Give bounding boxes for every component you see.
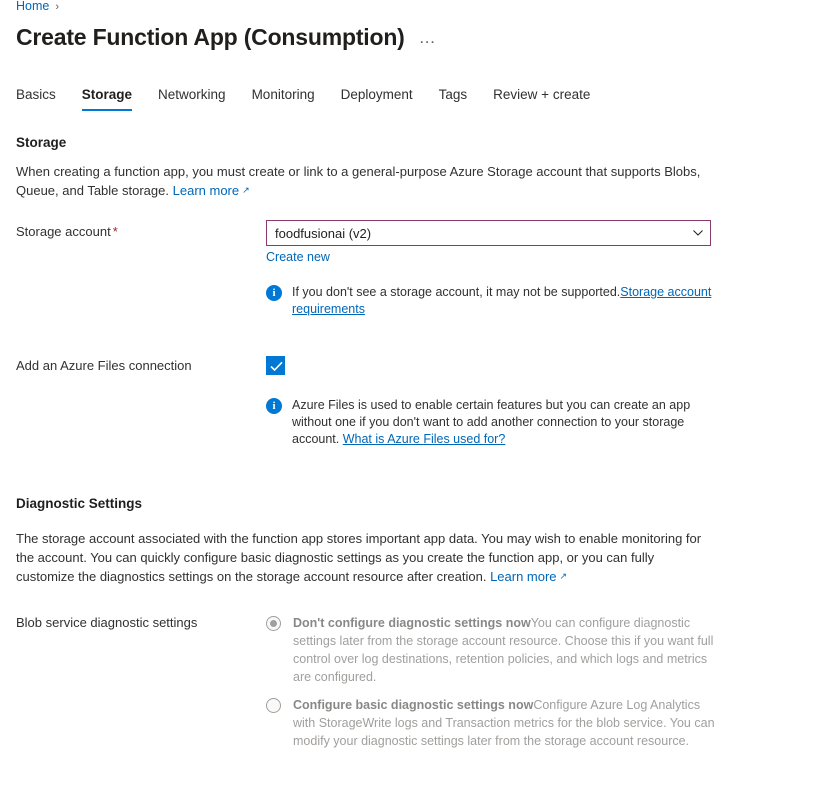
radio-option-dont-configure-desc: You can configure diagnostic settings later from the storage account resource. Choose this if you want full control over log destinations, retention policies, and which logs and metrics are configured. xyxy=(293,616,714,684)
required-marker: * xyxy=(112,224,118,239)
page-header xyxy=(16,24,804,51)
chevron-down-icon xyxy=(692,227,704,239)
azure-files-row xyxy=(16,354,804,448)
azure-files-field-wrap xyxy=(266,354,804,448)
radio-option-configure-basic-desc: Configure Azure Log Analytics with StorageWrite logs and Transaction metrics for the blob service. You can modify your diagnostic settings later from the storage account resource. xyxy=(293,698,715,748)
diagnostics-description-text: The storage account associated with the function app stores important app data. You may wish to enable monitoring for the account. You can quickly configure basic diagnostic settings as you create the function app, or you can fully customize the diagnostics settings on the storage account resource after creation. xyxy=(16,531,702,584)
external-link-icon: ↗ xyxy=(559,571,568,581)
tab-storage[interactable]: Storage xyxy=(82,87,132,111)
storage-account-info-message: If you don't see a storage account, it may not be supported. xyxy=(292,285,621,299)
radio-button-dont-configure[interactable] xyxy=(266,616,281,631)
storage-account-select[interactable] xyxy=(266,220,711,246)
diagnostics-learn-more-label: Learn more xyxy=(490,569,557,584)
page-title: Create Function App (Consumption) xyxy=(16,24,405,50)
info-icon: i xyxy=(266,398,282,414)
storage-learn-more-link[interactable] xyxy=(173,183,250,198)
storage-account-info-text xyxy=(292,284,721,318)
diagnostics-description xyxy=(16,529,716,588)
storage-learn-more-label: Learn more xyxy=(172,183,240,198)
wizard-tabs xyxy=(16,81,804,111)
azure-files-info xyxy=(266,397,721,448)
create-new-storage-account-link[interactable]: Create new xyxy=(266,250,330,264)
radio-option-configure-basic-title: Configure basic diagnostic settings now xyxy=(293,698,534,712)
tab-monitoring[interactable]: Monitoring xyxy=(251,87,315,102)
info-icon: i xyxy=(266,285,282,301)
diagnostics-section-title: Diagnostic Settings xyxy=(16,496,143,511)
azure-files-info-message: Azure Files is used to enable certain features but you can create an app without one if you don't want to add another connection to your storage account. xyxy=(292,398,691,446)
tab-networking[interactable]: Networking xyxy=(158,87,226,102)
breadcrumb-home-link[interactable]: Home xyxy=(16,0,50,13)
storage-account-requirements-link[interactable]: Storage account requirements xyxy=(292,285,712,316)
radio-option-configure-basic-text xyxy=(293,696,716,750)
storage-section-title: Storage xyxy=(16,135,67,150)
breadcrumb xyxy=(16,0,804,14)
storage-description xyxy=(16,162,706,202)
azure-files-info-text xyxy=(292,397,721,448)
radio-option-configure-basic[interactable] xyxy=(266,696,716,750)
storage-account-row xyxy=(16,220,804,318)
storage-account-field-wrap xyxy=(266,220,804,318)
storage-account-label-text: Storage account xyxy=(16,224,111,239)
tab-tags[interactable]: Tags xyxy=(438,87,468,102)
radio-option-dont-configure-text xyxy=(293,614,716,686)
radio-option-dont-configure[interactable] xyxy=(266,614,716,686)
storage-account-value: foodfusionai (v2) xyxy=(275,225,372,241)
external-link-icon: ↗ xyxy=(242,185,250,195)
storage-account-label xyxy=(16,220,266,239)
tab-deployment[interactable]: Deployment xyxy=(340,87,413,102)
blob-diagnostic-settings-row xyxy=(16,612,804,760)
azure-files-label: Add an Azure Files connection xyxy=(16,358,192,373)
breadcrumb-separator: › xyxy=(55,1,60,13)
what-is-azure-files-link[interactable]: What is Azure Files used for? xyxy=(342,432,506,446)
tab-basics[interactable]: Basics xyxy=(16,87,56,102)
blob-diagnostic-settings-label: Blob service diagnostic settings xyxy=(16,615,198,630)
diagnostics-learn-more-link[interactable] xyxy=(490,569,567,584)
radio-option-dont-configure-title: Don't configure diagnostic settings now xyxy=(293,616,531,630)
more-actions-button[interactable]: … xyxy=(418,28,438,47)
storage-description-text: When creating a function app, you must create or link to a general-purpose Azure Storage account that supports Blobs, Queue, and Table storage. xyxy=(16,164,701,198)
checkmark-icon xyxy=(270,360,283,373)
azure-files-checkbox[interactable] xyxy=(266,356,285,375)
tab-review-create[interactable]: Review + create xyxy=(493,87,591,102)
radio-button-configure-basic[interactable] xyxy=(266,698,281,713)
blob-diagnostic-radio-group xyxy=(266,614,804,760)
storage-account-info xyxy=(266,284,721,318)
